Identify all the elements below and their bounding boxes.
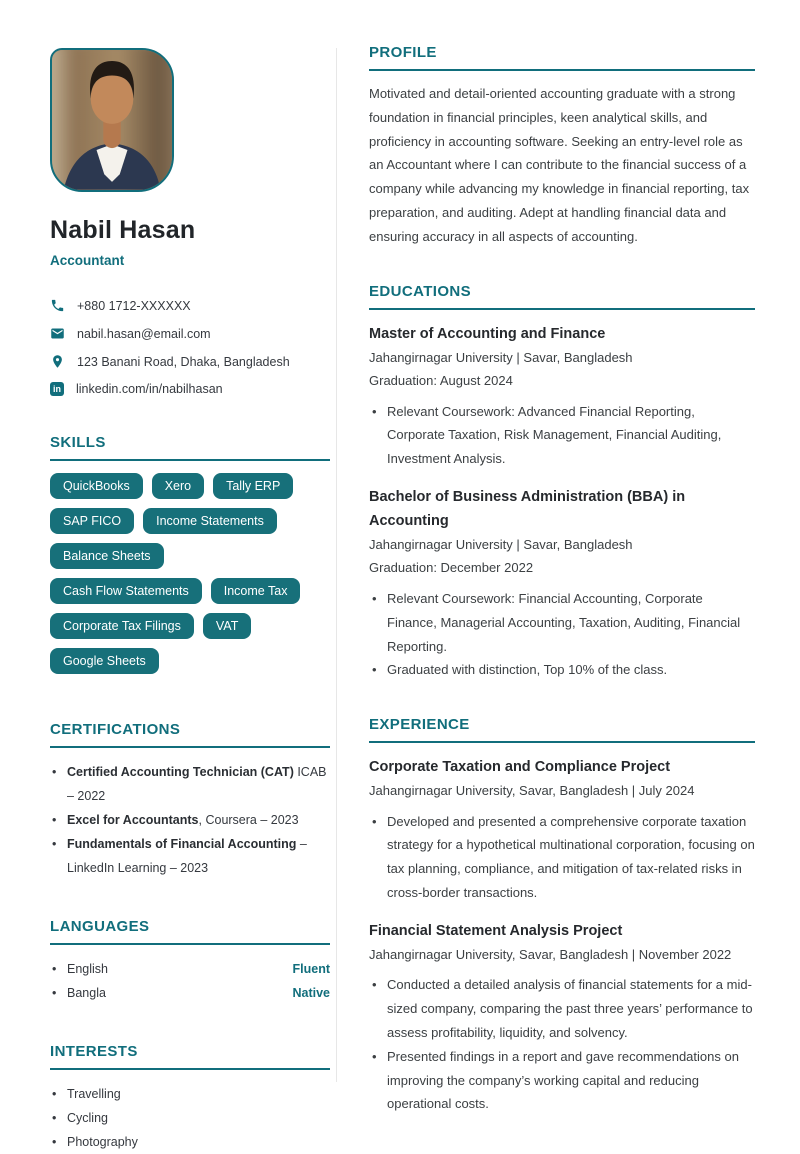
project-title: Corporate Taxation and Compliance Project: [369, 759, 671, 776]
certification-item: • Fundamentals of Financial Accounting – LinkedIn Learning – 2023: [50, 832, 330, 880]
interest-item: • Photography: [50, 1130, 330, 1154]
experience-entry: [369, 755, 755, 905]
skill-pill: VAT: [203, 613, 251, 639]
left-column: [0, 48, 337, 1149]
project-title: Financial Statement Analysis Project: [369, 922, 623, 939]
graduation-line: Graduation: August 2024: [369, 373, 513, 389]
person-name: Nabil Hasan: [50, 216, 196, 244]
educations-section: [369, 283, 755, 683]
email-icon: [50, 326, 65, 341]
skill-pill: Income Tax: [211, 578, 301, 604]
interest-item: • Cycling: [50, 1106, 330, 1130]
avatar-illustration: [52, 50, 172, 190]
education-bullets: [369, 400, 755, 471]
interests-heading: INTERESTS: [50, 1043, 138, 1060]
section-underline: [369, 741, 755, 743]
location-icon: [50, 354, 65, 369]
skill-pill: Xero: [152, 473, 204, 499]
certification-item: • Certified Accounting Technician (CAT) ICAB – 2022: [50, 760, 330, 808]
contact-linkedin-text: linkedin.com/in/nabilhasan: [76, 382, 223, 396]
certifications-list: [50, 760, 330, 880]
person-title: Accountant: [50, 253, 125, 268]
skill-pill: SAP FICO: [50, 508, 134, 534]
education-bullet: • Graduated with distinction, Top 10% of the class.: [369, 658, 755, 682]
experience-bullet: • Presented findings in a report and gave recommendations on improving the company’s working capital and reducing operational costs.: [369, 1045, 755, 1116]
skill-pill: Google Sheets: [50, 648, 159, 674]
section-underline: [50, 459, 330, 461]
profile-heading: PROFILE: [369, 44, 437, 61]
education-entry: [369, 322, 755, 471]
interests-list: [50, 1082, 330, 1154]
languages-heading: LANGUAGES: [50, 918, 150, 935]
skills-pills: [50, 473, 330, 683]
interests-section: [50, 1043, 330, 1154]
experience-bullet: • Developed and presented a comprehensive corporate taxation strategy for a hypothetical multinational corporation, focusing on tax planning, compliance, and mitigation of tax-related risks in cross-border transactions.: [369, 810, 755, 905]
contact-phone-text: +880 1712-XXXXXX: [77, 298, 191, 313]
languages-list: [50, 957, 330, 1005]
education-bullet: • Relevant Coursework: Financial Accounting, Corporate Finance, Managerial Accounting, Taxation, Auditing, Financial Reporting.: [369, 587, 755, 658]
contact-linkedin: [50, 382, 330, 396]
experience-bullets: [369, 973, 755, 1116]
experience-entry: [369, 919, 755, 1116]
skill-pill: Income Statements: [143, 508, 277, 534]
contact-list: [50, 298, 330, 396]
profile-section: [369, 44, 755, 249]
degree-title: Master of Accounting and Finance: [369, 325, 606, 342]
experience-section: [369, 716, 755, 1116]
education-entry: [369, 485, 755, 682]
section-underline: [369, 69, 755, 71]
contact-email: [50, 326, 330, 341]
project-meta: Jahangirnagar University, Savar, Bangladesh | November 2022: [369, 946, 732, 962]
skills-section: [50, 434, 330, 683]
contact-phone: [50, 298, 330, 313]
skill-pill: Balance Sheets: [50, 543, 164, 569]
skill-pill: Corporate Tax Filings: [50, 613, 194, 639]
skill-pill: QuickBooks: [50, 473, 143, 499]
section-underline: [50, 746, 330, 748]
contact-address: [50, 354, 330, 369]
section-underline: [369, 308, 755, 310]
institution-line: Jahangirnagar University | Savar, Bangladesh: [369, 536, 633, 552]
interest-item: • Travelling: [50, 1082, 330, 1106]
phone-icon: [50, 298, 65, 313]
certifications-section: [50, 721, 330, 880]
profile-text: Motivated and detail-oriented accounting graduate with a strong foundation in financial principles, keen analytical skills, and proficiency in accounting software. Seeking an entry-level role as an Accountant where I can contribute to the financial success of a company while advancing my knowledge in financial reporting, tax preparation, and auditing. Adept at handling financial data and ensuring accuracy in all aspects of accounting.: [369, 86, 750, 244]
certifications-heading: CERTIFICATIONS: [50, 721, 181, 738]
education-bullets: [369, 587, 755, 682]
section-underline: [50, 1068, 330, 1070]
right-column: [337, 44, 800, 1132]
institution-line: Jahangirnagar University | Savar, Bangladesh: [369, 349, 633, 365]
education-bullet: • Relevant Coursework: Advanced Financial Reporting, Corporate Taxation, Risk Management, Financial Auditing, Investment Analysis.: [369, 400, 755, 471]
profile-photo: [50, 48, 174, 192]
graduation-line: Graduation: December 2022: [369, 560, 534, 576]
contact-email-text: nabil.hasan@email.com: [77, 326, 211, 341]
experience-bullet: • Conducted a detailed analysis of financial statements for a mid-sized company, comparing the past three years’ performance to assess profitability, liquidity, and solvency.: [369, 973, 755, 1044]
language-item: • Bangla Native: [50, 981, 330, 1005]
project-meta: Jahangirnagar University, Savar, Bangladesh | July 2024: [369, 783, 695, 799]
language-item: • English Fluent: [50, 957, 330, 981]
certification-item: • Excel for Accountants, Coursera – 2023: [50, 808, 330, 832]
language-level: Native: [292, 986, 330, 1000]
languages-section: [50, 918, 330, 1005]
linkedin-icon: in: [50, 382, 64, 396]
section-underline: [50, 943, 330, 945]
contact-address-text: 123 Banani Road, Dhaka, Bangladesh: [77, 354, 290, 369]
skill-pill: Tally ERP: [213, 473, 293, 499]
educations-heading: EDUCATIONS: [369, 282, 472, 300]
experience-heading: EXPERIENCE: [369, 716, 470, 734]
experience-bullets: [369, 810, 755, 905]
skill-pill: Cash Flow Statements: [50, 578, 202, 604]
degree-title: Bachelor of Business Administration (BBA) in Accounting: [369, 488, 686, 529]
language-level: Fluent: [292, 962, 330, 976]
skills-heading: SKILLS: [50, 434, 106, 451]
